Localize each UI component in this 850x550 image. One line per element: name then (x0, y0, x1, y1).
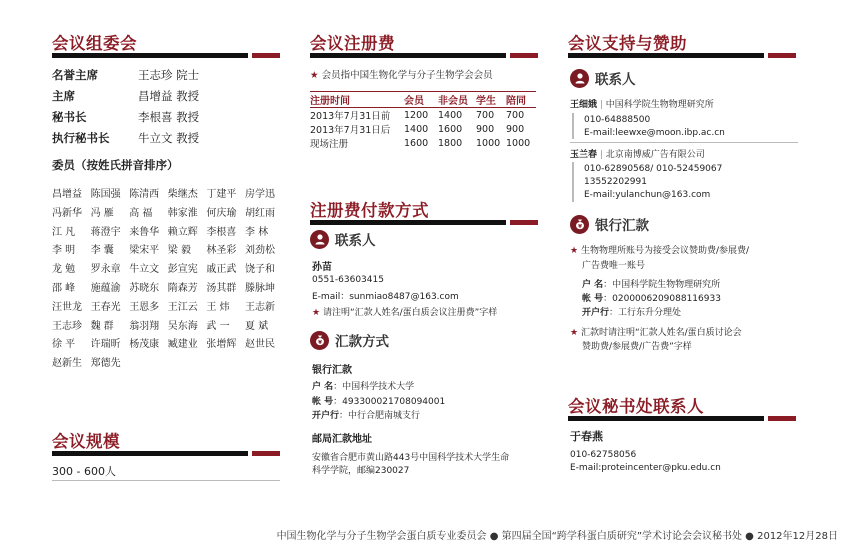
support-account-no: 帐 号：0200006209088116933 (582, 294, 721, 304)
payment-account-name: 户 名：中国科学技术大学 (312, 382, 415, 392)
support-bank-note-2: 广告费唯一账号 (582, 261, 646, 271)
fee-row: 2013年7月31日前 1200 1400 700 700 (310, 109, 525, 122)
committee-member: 李根喜 (206, 226, 237, 238)
committee-member: 施蕴渝 (90, 283, 121, 294)
support-bank-heading: ¥ 银行汇款 (570, 214, 649, 234)
support-contact-2-phone: 010-62890568/ 010-52459067 (584, 164, 723, 174)
svg-text:¥: ¥ (577, 223, 582, 230)
committee-member: 梁 毅 (167, 245, 191, 257)
money-bag-icon (310, 331, 329, 350)
scale-title: 会议规模 (52, 432, 120, 451)
secretariat-phone: 010-62758056 (570, 450, 637, 460)
payment-bank-branch: 开户行：中行合肥南城支行 (312, 411, 421, 421)
fee-header-nonmember: 非会员 (438, 92, 476, 108)
fee-header-student: 学生 (476, 92, 506, 108)
committee-member: 赵新生 (52, 358, 82, 370)
committee-member: 李 林 (245, 226, 269, 238)
committee-member: 吴东海 (167, 320, 198, 332)
payment-contact-email: E-mail：sunmiao8487@163.com (312, 292, 459, 302)
payment-bank-title: 银行汇款 (312, 365, 352, 376)
registration-title-bar (310, 53, 538, 58)
committee-title: 会议组委会 (52, 34, 137, 53)
support-contact-2-email: E-mail:yulanchun@163.com (584, 190, 711, 200)
committee-member: 王志新 (245, 301, 275, 313)
payment-account-no: 帐 号：4933000217080940​01 (312, 397, 446, 407)
payment-title-bar (310, 220, 538, 225)
committee-member: 蒋澄宇 (90, 226, 121, 238)
secretariat-name: 于春燕 (570, 430, 603, 443)
secretariat-title-bar (568, 416, 796, 421)
officer-name: 昌增益 教授 (138, 89, 200, 103)
support-bank-branch: 开户行：工行东升分理处 (582, 308, 682, 318)
officer-name: 李根喜 教授 (138, 110, 200, 124)
committee-member: 江 凡 (52, 226, 76, 238)
committee-member: 李 囊 (90, 245, 114, 257)
payment-post-address-1: 安徽省合肥市黄山路443号中国科学技术大学生命 (312, 453, 510, 463)
payment-contact-note: ★ 请注明“汇款人姓名/蛋白质会议注册费”字样 (312, 308, 498, 318)
committee-member: 郑德先 (90, 358, 121, 370)
payment-title: 注册费付款方式 (310, 201, 429, 220)
committee-member: 武 一 (206, 320, 230, 332)
committee-member: 胡红雨 (245, 207, 275, 219)
committee-member: 翁羽翔 (129, 320, 160, 332)
committee-member: 徐 平 (52, 339, 76, 351)
committee-member: 赵世民 (245, 339, 275, 351)
committee-member: 邵 峰 (52, 283, 76, 294)
registration-fee-table (310, 91, 536, 150)
committee-member: 梁宋平 (129, 245, 160, 257)
support-remark-2: 赞助费/参展费/广告费”字样 (582, 342, 692, 352)
committee-member: 苏晓东 (129, 283, 160, 294)
committee-member: 臧建业 (167, 339, 198, 351)
committee-member: 牛立文 (129, 264, 160, 276)
committee-member: 王江云 (167, 301, 198, 313)
committee-member: 魏 群 (90, 320, 114, 332)
officer-role: 名誉主席 (52, 68, 98, 82)
secretariat-title: 会议秘书处联系人 (568, 397, 704, 416)
committee-member: 林圣彩 (206, 245, 237, 257)
committee-member: 许瑞昕 (90, 339, 121, 351)
support-title: 会议支持与赞助 (568, 34, 687, 53)
committee-member: 何庆瑜 (206, 207, 237, 219)
committee-member: 赖立辉 (167, 226, 198, 238)
committee-member: 彭宣宪 (167, 264, 198, 276)
committee-member: 高 福 (129, 207, 153, 219)
committee-member: 王春光 (90, 301, 121, 313)
support-account-name: 户 名：中国科学院生物物理研究所 (582, 280, 721, 290)
committee-member: 柴继杰 (167, 189, 198, 200)
committee-member: 房学迅 (245, 189, 275, 200)
payment-contact-heading: 联系人 (310, 229, 376, 249)
committee-member: 王恩多 (129, 301, 160, 313)
person-icon (310, 230, 329, 249)
support-contact-divider (570, 142, 798, 143)
support-title-bar (568, 53, 796, 58)
fee-header-companion: 陪同 (506, 92, 536, 108)
support-contact-1: 王细娥 | 中国科学院生物物理研究所 (570, 100, 714, 110)
scale-value: 300 - 600人 (52, 465, 116, 478)
footer-text: 中国生物化学与分子生物学会蛋白质专业委员会 ● 第四届全国“跨学科蛋白质研究”学术讨论会会议秘书处 ● 2012年12月28日 (276, 531, 838, 542)
officer-name: 牛立文 教授 (138, 131, 200, 145)
payment-contact-name: 孙苗 (312, 262, 332, 273)
committee-member: 来鲁华 (129, 226, 160, 238)
committee-member: 张增辉 (206, 339, 237, 351)
committee-member: 陈清西 (129, 189, 160, 200)
committee-member: 汪世龙 (52, 301, 82, 313)
support-contact-heading: 联系人 (570, 68, 636, 88)
committee-member: 戚正武 (206, 264, 237, 276)
committee-member: 汤其群 (206, 283, 237, 294)
committee-member: 丁建平 (206, 189, 237, 200)
fee-header-time: 注册时间 (310, 92, 404, 108)
scale-title-bar (52, 451, 280, 456)
committee-member: 王志珍 (52, 320, 82, 332)
committee-member: 罗永章 (90, 264, 121, 276)
committee-member: 冯 雁 (90, 207, 114, 219)
committee-title-bar (52, 53, 280, 58)
committee-member: 刘劲松 (245, 245, 275, 257)
support-contact-1-email: E-mail:leewxe@moon.ibp.ac.cn (584, 128, 725, 138)
support-bank-note-1: ★ 生物物理所账号为接受会议赞助费/参展费/ (570, 246, 750, 256)
secretariat-email: E-mail:proteincenter@pku.edu.cn (570, 463, 721, 473)
committee-member: 陈国强 (90, 189, 121, 200)
support-remark-1: ★ 汇款时请注明“汇款人姓名/蛋白质讨论会 (570, 328, 742, 338)
scale-divider (52, 480, 280, 481)
officer-role: 执行秘书长 (52, 131, 110, 145)
support-contact-2: 玉兰春 | 北京南博威广告有限公司 (570, 150, 705, 160)
registration-note: ★ 会员指中国生物化学与分子生物学会会员 (310, 70, 493, 81)
svg-text:¥: ¥ (317, 339, 322, 346)
fee-row: 现场注册 1600 1800 1000 1000 (310, 137, 531, 150)
committee-member: 韩家淮 (167, 207, 198, 219)
officer-role: 秘书长 (52, 110, 87, 124)
payment-post-address-2: 科学学院，邮编230027 (312, 466, 410, 476)
committee-member: 龙 勉 (52, 264, 76, 276)
fee-header-member: 会员 (404, 92, 438, 108)
payment-remit-heading: ¥ 汇款方式 (310, 330, 389, 350)
registration-title: 会议注册费 (310, 34, 395, 53)
support-contact-2-mobile: 13552202991 (584, 177, 647, 187)
support-contact-2-rule (572, 162, 574, 202)
committee-member: 李 明 (52, 245, 76, 257)
support-contact-1-rule (572, 113, 574, 139)
person-icon (570, 69, 589, 88)
officer-name: 王志珍 院士 (138, 68, 200, 82)
committee-member: 隋森芳 (167, 283, 198, 294)
committee-member: 夏 斌 (245, 320, 269, 332)
committee-member: 杨茂康 (129, 339, 160, 351)
money-bag-icon (570, 215, 589, 234)
committee-member: 滕脉坤 (245, 283, 275, 294)
payment-post-title: 邮局汇款地址 (312, 434, 372, 445)
committee-member: 冯新华 (52, 207, 82, 219)
members-label: 委员（按姓氏拼音排序） (52, 158, 179, 172)
committee-member: 昌增益 (52, 189, 82, 200)
committee-member: 王 炜 (206, 301, 230, 313)
fee-row: 2013年7月31日后 1400 1600 900 900 (310, 123, 525, 136)
payment-contact-phone: 0551-63603415 (312, 275, 384, 285)
support-contact-1-phone: 010-64888500 (584, 115, 651, 125)
officer-role: 主席 (52, 89, 75, 103)
committee-member: 饶子和 (245, 264, 275, 276)
